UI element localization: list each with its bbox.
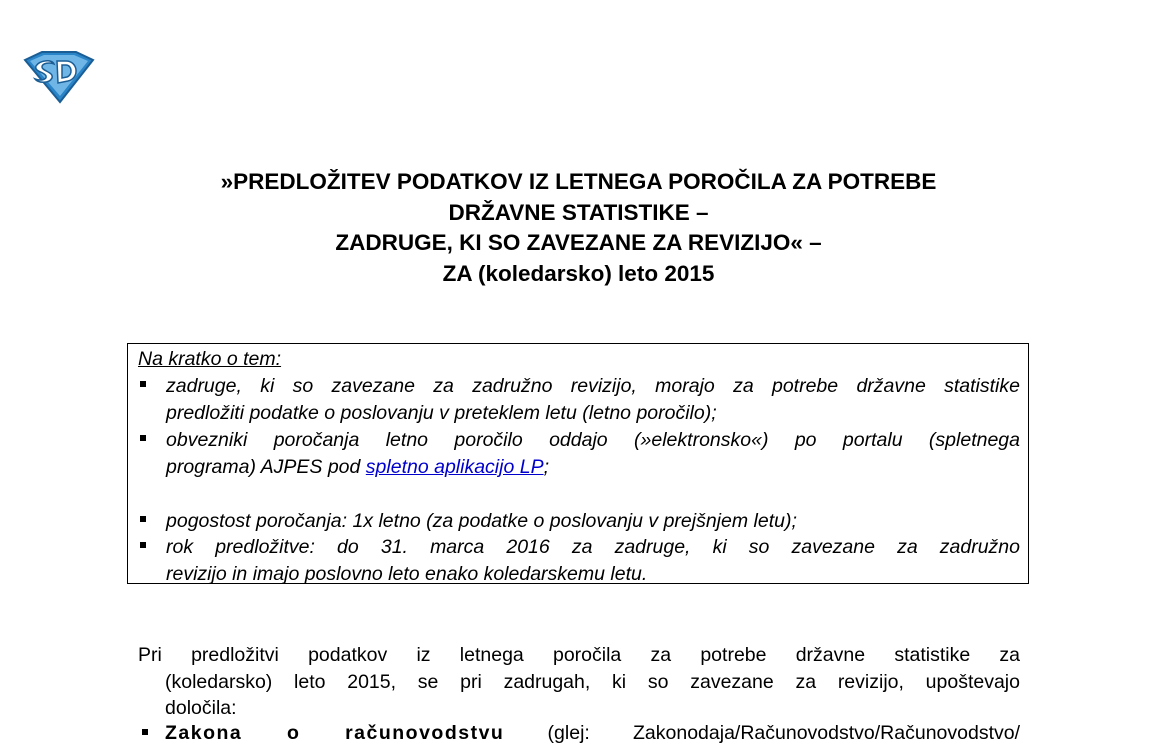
bullet-icon xyxy=(140,381,146,387)
title-line-1: »PREDLOŽITEV PODATKOV IZ LETNEGA POROČILA ZA POTREBE xyxy=(220,169,937,194)
summary-item-2-line-1: obvezniki poročanja letno poročilo oddajo (»elektronsko«) po portalu (spletnega xyxy=(166,429,1020,451)
summary-item-1-line-1: zadruge, ki so zavezane za zadružno revizijo, morajo za potrebe državne statistike xyxy=(166,375,1020,397)
summary-item-3-line-1: pogostost poročanja: 1x letno (za podatke o poslovanju v prejšnjem letu); xyxy=(166,510,797,532)
title-line-3: ZADRUGE, KI SO ZAVEZANE ZA REVIZIJO« – xyxy=(335,230,822,255)
bullet-icon xyxy=(140,516,146,522)
title-line-2: DRŽAVNE STATISTIKE – xyxy=(448,199,709,225)
law-reference: (glej: Zakonodaja/Računovodstvo/Računovodstvo/ xyxy=(504,722,1021,744)
bullet-icon xyxy=(140,542,146,548)
summary-box xyxy=(127,343,1029,584)
body-line-1: Pri predložitvi podatkov iz letnega poročila za potrebe državne statistike za xyxy=(138,644,1020,666)
law-name: Zakona o računovodstvu xyxy=(165,722,505,744)
body-line-3: določila: xyxy=(165,697,237,719)
summary-heading: Na kratko o tem: xyxy=(138,348,282,370)
summary-item-4-line-2: revizijo in imajo poslovno leto enako koledarskemu letu. xyxy=(166,563,648,585)
summary-item-2-line-2 xyxy=(166,454,1020,481)
summary-item-2-suffix: ; xyxy=(543,456,549,478)
summary-item-2-text: programa) AJPES pod xyxy=(166,456,366,478)
summary-item-4-line-1: rok predložitve: do 31. marca 2016 za zadruge, ki so zavezane za zadružno xyxy=(166,536,1020,558)
body-paragraph xyxy=(138,642,1020,722)
sd-logo-icon xyxy=(22,50,96,104)
bullet-icon xyxy=(142,729,148,735)
body-line-2: (koledarsko) leto 2015, se pri zadrugah, ki so zavezane za revizijo, upoštevajo xyxy=(165,670,1020,693)
document-title xyxy=(0,167,1157,289)
bullet-icon xyxy=(140,435,146,441)
ajpes-lp-link[interactable]: spletno aplikacijo LP xyxy=(365,456,544,478)
title-line-4: ZA (koledarsko) leto 2015 xyxy=(442,260,715,286)
summary-item-1-line-2: predložiti podatke o poslovanju v preteklem letu (letno poročilo); xyxy=(166,402,717,424)
